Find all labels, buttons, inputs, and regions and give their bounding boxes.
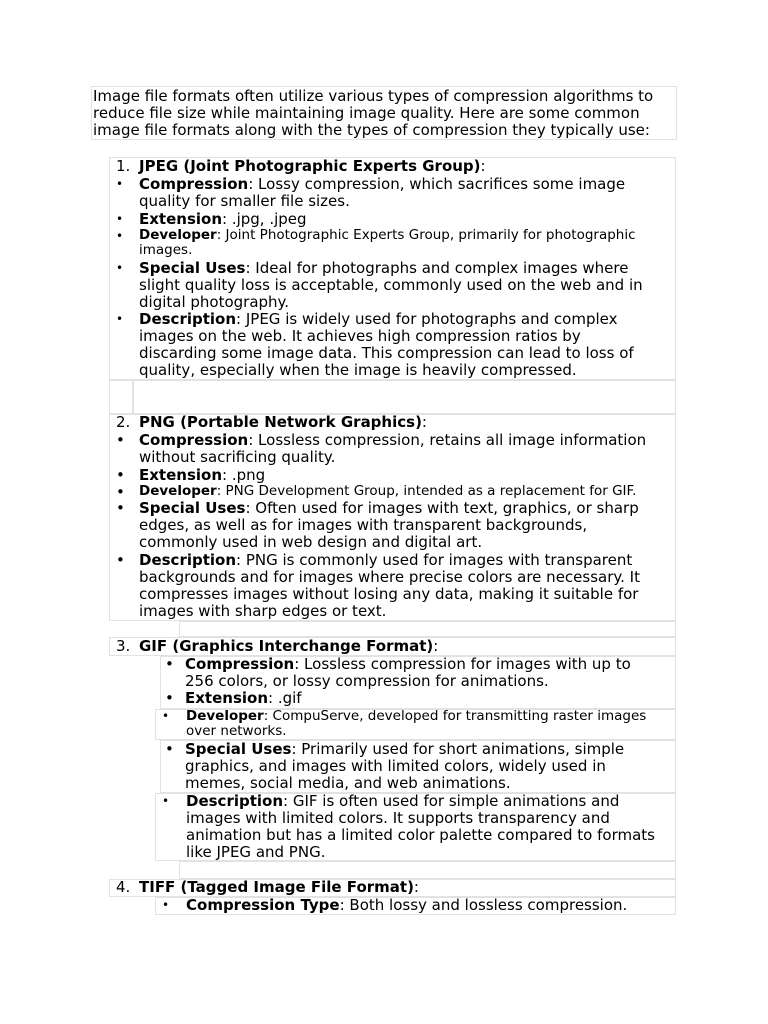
gif-special-uses-cont: graphics, and images with limited colors, widely used in [185,757,606,775]
jpeg-compression [139,176,625,193]
section-png-heading-suffix: : [421,413,427,431]
section-tiff-heading [139,879,419,896]
text: : Lossless compression for images with up to [294,655,631,673]
section-tiff-number: 4. [116,878,131,896]
png-compression-cont: without sacrificing quality. [139,448,336,466]
label: Description [186,792,284,810]
section-gif-heading [139,638,438,655]
jpeg-special-uses-cont: digital photography. [139,293,290,311]
section-jpeg-heading-suffix: : [480,157,486,175]
intro-line-3: image file formats along with the types of compression they typically use: [93,121,650,139]
text: : Lossless compression, retains all image information [248,431,647,449]
jpeg-special-uses [139,260,628,277]
gif-compression [185,656,631,673]
gif-extension [185,690,302,707]
label: Compression [139,431,249,449]
text: : PNG Development Group, intended as a replacement for GIF. [216,483,637,499]
bullet: • [116,551,125,569]
section-gif-heading-text: GIF (Graphics Interchange Format) [139,637,434,655]
section-gif-spacer [179,861,676,879]
bullet: • [116,499,125,517]
text: : GIF is often used for simple animations and [283,792,620,810]
bullet: • [116,466,125,484]
jpeg-description-cont: quality, especially when the image is heavily compressed. [139,361,577,379]
bullet: • [116,261,124,275]
bullet: • [116,312,124,326]
gif-developer-cont: over networks. [186,723,287,739]
png-special-uses [139,500,639,517]
label: Developer [186,708,264,724]
text: : .png [222,466,266,484]
intro-line-1: Image file formats often utilize various types of compression algorithms to [93,87,654,105]
bullet: • [162,898,170,912]
label: Extension [139,210,222,228]
jpeg-developer-cont: images. [139,242,193,258]
section-jpeg-spacer [133,380,676,414]
label: Special Uses [185,740,292,758]
text: : .jpg, .jpeg [222,210,307,228]
jpeg-description [139,311,617,328]
png-special-uses-cont: commonly used in web design and digital art. [139,533,483,551]
label: Description [139,551,237,569]
gif-description-cont: like JPEG and PNG. [186,843,326,861]
gif-special-uses-cont: memes, social media, and web animations. [185,774,511,792]
label: Compression [185,655,295,673]
section-gif-heading-suffix: : [433,637,439,655]
section-gif-number: 3. [116,637,131,655]
png-special-uses-cont: edges, as well as for images with transparent backgrounds, [139,516,588,534]
png-description-cont: images with sharp edges or text. [139,602,387,620]
text: : Often used for images with text, graphics, or sharp [245,499,639,517]
gif-developer [186,709,646,724]
png-extension [139,467,265,484]
section-png-heading-text: PNG (Portable Network Graphics) [139,413,422,431]
tiff-compression-type [186,897,627,914]
text: : JPEG is widely used for photographs and complex [236,310,618,328]
jpeg-developer [139,228,636,243]
jpeg-extension [139,211,307,228]
jpeg-description-cont: images on the web. It achieves high compression ratios by [139,327,581,345]
text: : Primarily used for short animations, simple [291,740,625,758]
text: : .gif [268,689,302,707]
intro-line-2: reduce file size while maintaining image quality. Here are some common [93,104,640,122]
label: Developer [139,483,217,499]
section-jpeg-number: 1. [116,157,131,175]
png-description [139,552,632,569]
png-description-cont: compresses images without losing any data, making it suitable for [139,585,639,603]
png-description-cont: backgrounds and for images where precise colors are necessary. It [139,568,640,586]
png-compression [139,432,646,449]
section-png-number: 2. [116,413,131,431]
bullet: • [165,655,174,673]
bullet: • [116,431,125,449]
bullet: • [116,212,124,226]
section-jpeg-heading-text: JPEG (Joint Photographic Experts Group) [139,157,481,175]
text: : Both lossy and lossless compression. [339,896,628,914]
label: Extension [139,466,222,484]
bullet: • [162,794,170,808]
jpeg-description-cont: discarding some image data. This compression can lead to loss of [139,344,634,362]
label: Developer [139,227,217,243]
text: : Ideal for photographs and complex images where [245,259,629,277]
gif-compression-cont: 256 colors, or lossy compression for animations. [185,672,549,690]
label: Special Uses [139,499,246,517]
section-tiff-heading-text: TIFF (Tagged Image File Format) [139,878,414,896]
text: : Lossy compression, which sacrifices some image [248,175,626,193]
section-png-spacer [179,621,676,637]
label: Extension [185,689,268,707]
bullet: • [165,689,174,707]
gif-description-cont: animation but has a limited color palette compared to formats [186,826,655,844]
section-jpeg-spacer-left [109,380,133,414]
jpeg-special-uses-cont: slight quality loss is acceptable, commonly used on the web and in [139,276,643,294]
bullet: • [116,483,125,501]
bullet: • [162,709,170,723]
text: : CompuServe, developed for transmitting raster images [263,708,647,724]
section-png-heading [139,414,427,431]
label: Compression [139,175,249,193]
png-developer [139,484,636,499]
label: Description [139,310,237,328]
section-tiff-heading-suffix: : [413,878,419,896]
gif-special-uses [185,741,624,758]
label: Special Uses [139,259,246,277]
section-jpeg-heading [139,158,486,175]
bullet: • [116,229,124,243]
gif-description [186,793,619,810]
bullet: • [165,740,174,758]
label: Compression Type [186,896,340,914]
bullet: • [116,177,124,191]
text: : Joint Photographic Experts Group, primarily for photographic [216,227,636,243]
gif-description-cont: images with limited colors. It supports transparency and [186,809,610,827]
text: : PNG is commonly used for images with transparent [236,551,633,569]
jpeg-compression-cont: quality for smaller file sizes. [139,192,350,210]
